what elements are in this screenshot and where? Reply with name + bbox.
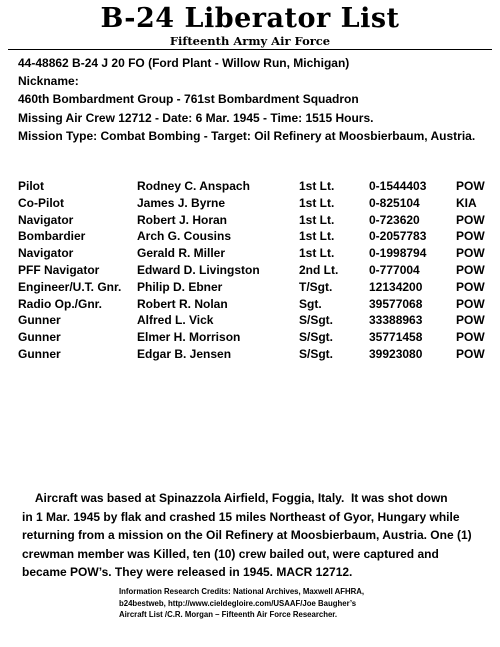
page-subtitle: Fifteenth Army Air Force [169, 34, 331, 48]
crew-position: Engineer/U.T. Gnr. [18, 279, 122, 294]
crew-serial: 12134200 [369, 279, 423, 294]
narrative-line: became POW’s. They were released in 1945. MACR 12712. [22, 565, 353, 580]
crew-name: Alfred L. Vick [137, 313, 214, 328]
crew-name: Gerald R. Miller [137, 246, 226, 261]
crew-name: Robert J. Horan [137, 212, 228, 227]
crew-status: POW [456, 262, 485, 277]
crew-row [18, 179, 488, 196]
crew-status: POW [456, 246, 485, 261]
crew-status: POW [456, 279, 485, 294]
narrative-line: Aircraft was based at Spinazzola Airfield, Foggia, Italy. It was shot down [22, 491, 448, 505]
crew-position: Bombardier [18, 229, 86, 244]
aircraft-missing-crew: Missing Air Crew 12712 - Date: 6 Mar. 1945 - Time: 1515 Hours. [18, 110, 374, 125]
crew-position: Radio Op./Gnr. [18, 296, 103, 311]
credits-line: b24bestweb, http://www.cieldegloire.com/USAAF/Joe Baugher’s [119, 598, 357, 608]
crew-position: PFF Navigator [18, 262, 100, 277]
credits-line: Information Research Credits: National Archives, Maxwell AFHRA, [119, 587, 365, 596]
crew-name: Edward D. Livingston [137, 262, 260, 277]
crew-status: POW [456, 330, 485, 345]
crew-row [18, 330, 488, 347]
crew-status: POW [456, 179, 485, 193]
crew-rank: S/Sgt. [299, 330, 334, 345]
crew-serial: 35771458 [369, 330, 423, 345]
crew-name: Elmer H. Morrison [137, 330, 241, 345]
aircraft-info [18, 54, 498, 145]
crew-row [18, 297, 488, 314]
crew-row [18, 347, 488, 364]
title-divider [8, 49, 492, 50]
crew-serial: 39577068 [369, 296, 423, 311]
narrative-line: crewman member was Killed, ten (10) crew bailed out, were captured and [22, 546, 439, 561]
crew-position: Pilot [18, 179, 44, 193]
crew-serial: 0-723620 [369, 212, 420, 227]
aircraft-group: 460th Bombardment Group - 761st Bombardment Squadron [18, 92, 359, 107]
crew-serial: 39923080 [369, 346, 423, 361]
crew-rank: Sgt. [299, 296, 322, 311]
crew-name: Philip D. Ebner [137, 279, 223, 294]
crew-status: POW [456, 346, 485, 361]
crew-rank: 1st Lt. [299, 229, 335, 244]
credits-line: Aircraft List /C.R. Morgan – Fifteenth Air Force Researcher. [119, 610, 338, 619]
crew-position: Navigator [18, 246, 74, 261]
crew-row [18, 263, 488, 280]
crew-row [18, 213, 488, 230]
crew-serial: 0-777004 [369, 262, 420, 277]
crew-row [18, 229, 488, 246]
crew-serial: 0-825104 [369, 195, 420, 210]
crew-position: Co-Pilot [18, 195, 64, 210]
crew-rank: T/Sgt. [299, 279, 333, 294]
crew-serial: 33388963 [369, 313, 423, 328]
crew-list [18, 179, 488, 364]
aircraft-mission-type: Mission Type: Combat Bombing - Target: Oil Refinery at Moosbierbaum, Austria. [18, 128, 476, 143]
crew-position: Gunner [18, 330, 61, 345]
crew-name: Arch G. Cousins [137, 229, 232, 244]
crew-row [18, 246, 488, 263]
aircraft-nickname: Nickname: [18, 74, 79, 89]
crew-serial: 0-2057783 [369, 229, 427, 244]
narrative-line: returning from a mission on the Oil Refinery at Moosbierbaum, Austria. One (1) [22, 528, 472, 543]
research-credits [119, 586, 419, 621]
crew-status: POW [456, 296, 485, 311]
crew-rank: 2nd Lt. [299, 262, 339, 277]
crew-name: Robert R. Nolan [137, 296, 228, 311]
crew-row [18, 313, 488, 330]
crew-serial: 0-1998794 [369, 246, 427, 261]
crew-status: POW [456, 313, 485, 328]
crew-name: Edgar B. Jensen [137, 346, 232, 361]
crew-row [18, 196, 488, 213]
page-title: B-24 Liberator List [100, 3, 400, 34]
crew-name: Rodney C. Anspach [137, 179, 250, 193]
crew-status: POW [456, 212, 485, 227]
crew-name: James J. Byrne [137, 195, 226, 210]
crew-row [18, 280, 488, 297]
crew-position: Gunner [18, 313, 61, 328]
crew-rank: S/Sgt. [299, 346, 334, 361]
crew-rank: 1st Lt. [299, 212, 335, 227]
narrative [22, 489, 492, 582]
aircraft-serial-line: 44-48862 B-24 J 20 FO (Ford Plant - Willow Run, Michigan) [18, 56, 350, 70]
crew-rank: S/Sgt. [299, 313, 334, 328]
crew-rank: 1st Lt. [299, 179, 335, 193]
crew-status: POW [456, 229, 485, 244]
crew-status: KIA [456, 195, 477, 210]
crew-serial: 0-1544403 [369, 179, 427, 193]
crew-rank: 1st Lt. [299, 195, 335, 210]
crew-position: Gunner [18, 346, 61, 361]
crew-rank: 1st Lt. [299, 246, 335, 261]
narrative-line: in 1 Mar. 1945 by flak and crashed 15 miles Northeast of Gyor, Hungary while [22, 509, 460, 524]
crew-position: Navigator [18, 212, 74, 227]
